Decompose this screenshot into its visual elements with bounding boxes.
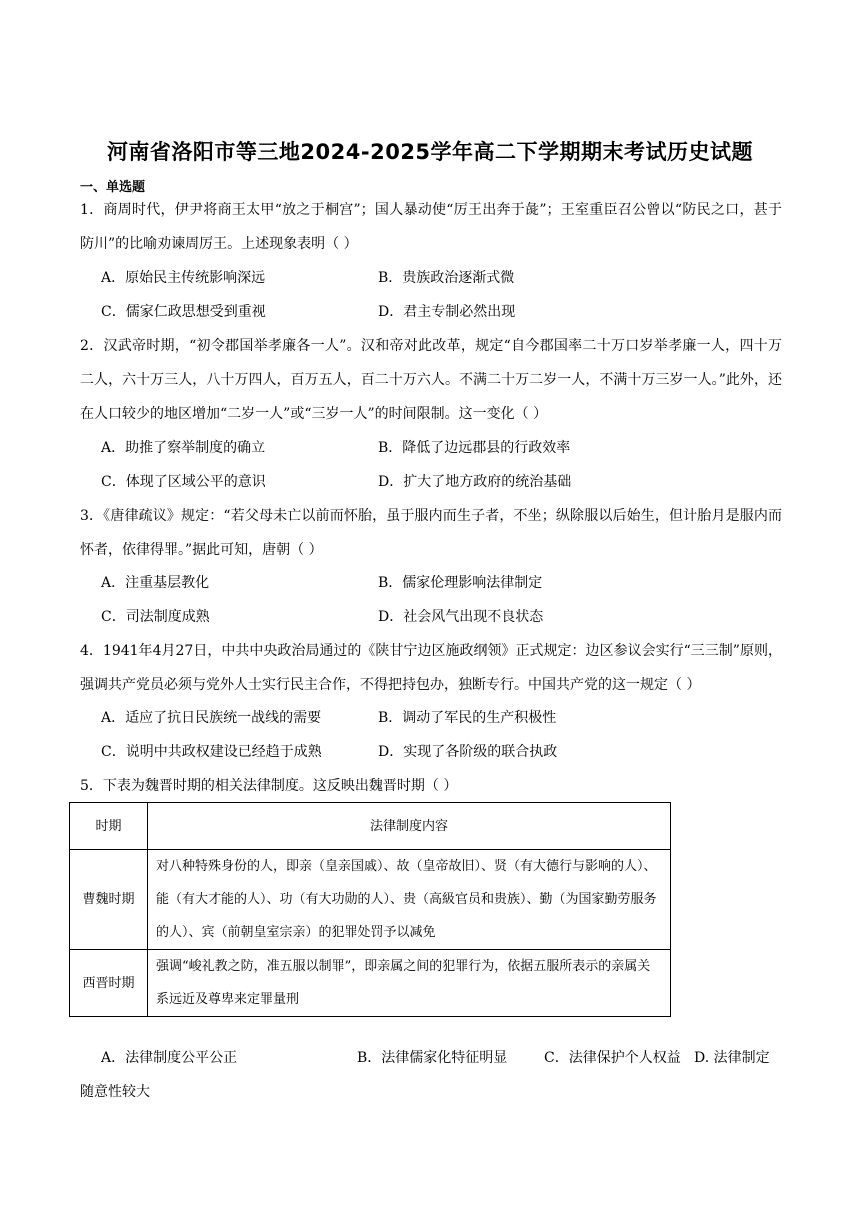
table-cell-content: 对八种特殊身份的人，即亲（皇亲国戚）、故（皇帝故旧）、贤（有大德行与影响的人）、能（有大才能的人）、功（有大功勋的人）、贵（高級官员和贵族）、勤（为国家勤劳服务的人）、宾（前朝皇室宗亲）的犯罪处罚予以减免	[148, 850, 671, 950]
option-b[interactable]: B．调动了军民的生产积极性	[378, 710, 557, 726]
option-c[interactable]: C．法律保护个人权益	[544, 1050, 681, 1066]
question-1-stem: 1．商周时代，伊尹将商王太甲“放之于桐宫”；国人暴动使“厉王出奔于彘”；王室重臣召公曾以“防民之口，甚于防川”的比喻劝谏周厉王。上述现象表明（ ）	[80, 202, 782, 252]
option-a[interactable]: A．注重基层教化	[101, 575, 210, 591]
option-b[interactable]: B．法律儒家化特征明显	[357, 1050, 508, 1066]
table-header-content: 法律制度内容	[148, 803, 671, 850]
option-d[interactable]: D．扩大了地方政府的统治基础	[378, 474, 572, 490]
option-c[interactable]: C．司法制度成熟	[101, 609, 210, 625]
option-c[interactable]: C．体现了区域公平的意识	[101, 474, 266, 490]
option-d[interactable]: D．实现了各阶级的联合执政	[378, 744, 558, 760]
option-c[interactable]: C．说明中共政权建设已经趋于成熟	[101, 744, 322, 760]
question-5-options	[80, 1041, 780, 1109]
option-c[interactable]: C．儒家仁政思想受到重视	[101, 304, 266, 320]
law-table	[69, 802, 671, 1017]
table-cell-period: 曹魏时期	[70, 850, 148, 950]
question-1-options	[101, 261, 781, 329]
question-2-options	[101, 431, 781, 499]
question-4-options	[101, 701, 781, 769]
question-3-stem: 3．《唐律疏议》规定：“若父母未亡以前而怀胎，虽于服内而生子者，不坐；纵除服以后始生，但计胎月是服内而怀者，依律得罪。”据此可知，唐朝（ ）	[80, 508, 782, 558]
option-d[interactable]: D. 法律制定随意性较大	[80, 1050, 770, 1100]
table-header-period: 时期	[70, 803, 148, 850]
option-a[interactable]: A．助推了察举制度的确立	[101, 440, 266, 456]
option-d[interactable]: D．君主专制必然出现	[378, 304, 516, 320]
option-d[interactable]: D．社会风气出现不良状态	[378, 609, 544, 625]
question-5-stem: 5．下表为魏晋时期的相关法律制度。这反映出魏晋时期（ ）	[80, 778, 458, 794]
option-b[interactable]: B．贵族政治逐渐式微	[378, 270, 515, 286]
question-4-stem: 4．1941年4月27日，中共中央政治局通过的《陕甘宁边区施政纲领》正式规定：边区参议会实行“三三制”原则，强调共产党员必须与党外人士实行民主合作，不得把持包办，独断专行。中国共产党的这一规定（ ）	[80, 643, 782, 693]
question-2-stem: 2．汉武帝时期，“初令郡国举孝廉各一人”。汉和帝对此改革，规定“自今郡国率二十万口岁举孝廉一人，四十万二人，六十万三人，八十万四人，百万五人，百二十万六人。不满二十万二岁一人，不满十万三岁一人。”此外，还在人口较少的地区增加“二岁一人”或“三岁一人”的时间限制。这一变化（ ）	[80, 338, 782, 422]
option-b[interactable]: B．儒家伦理影响法律制定	[378, 575, 543, 591]
option-b[interactable]: B．降低了边远郡县的行政效率	[378, 440, 571, 456]
table-cell-content: 强调“峻礼教之防，准五服以制罪”，即亲属之间的犯罪行为，依据五服所表示的亲属关系远近及尊卑来定罪量刑	[148, 950, 671, 1017]
option-a[interactable]: A．原始民主传统影响深远	[101, 270, 266, 286]
option-a[interactable]: A．适应了抗日民族统一战线的需要	[101, 710, 322, 726]
question-3-options	[101, 566, 781, 634]
table-cell-period: 西晋时期	[70, 950, 148, 1017]
table-header-row	[70, 803, 671, 850]
section-heading: 一、单选题	[80, 180, 146, 195]
page-title: 河南省洛阳市等三地2024-2025学年高二下学期期末考试历史试题	[106, 140, 754, 164]
table-row	[70, 850, 671, 950]
option-a[interactable]: A．法律制度公平公正	[101, 1050, 238, 1066]
table-row	[70, 950, 671, 1017]
